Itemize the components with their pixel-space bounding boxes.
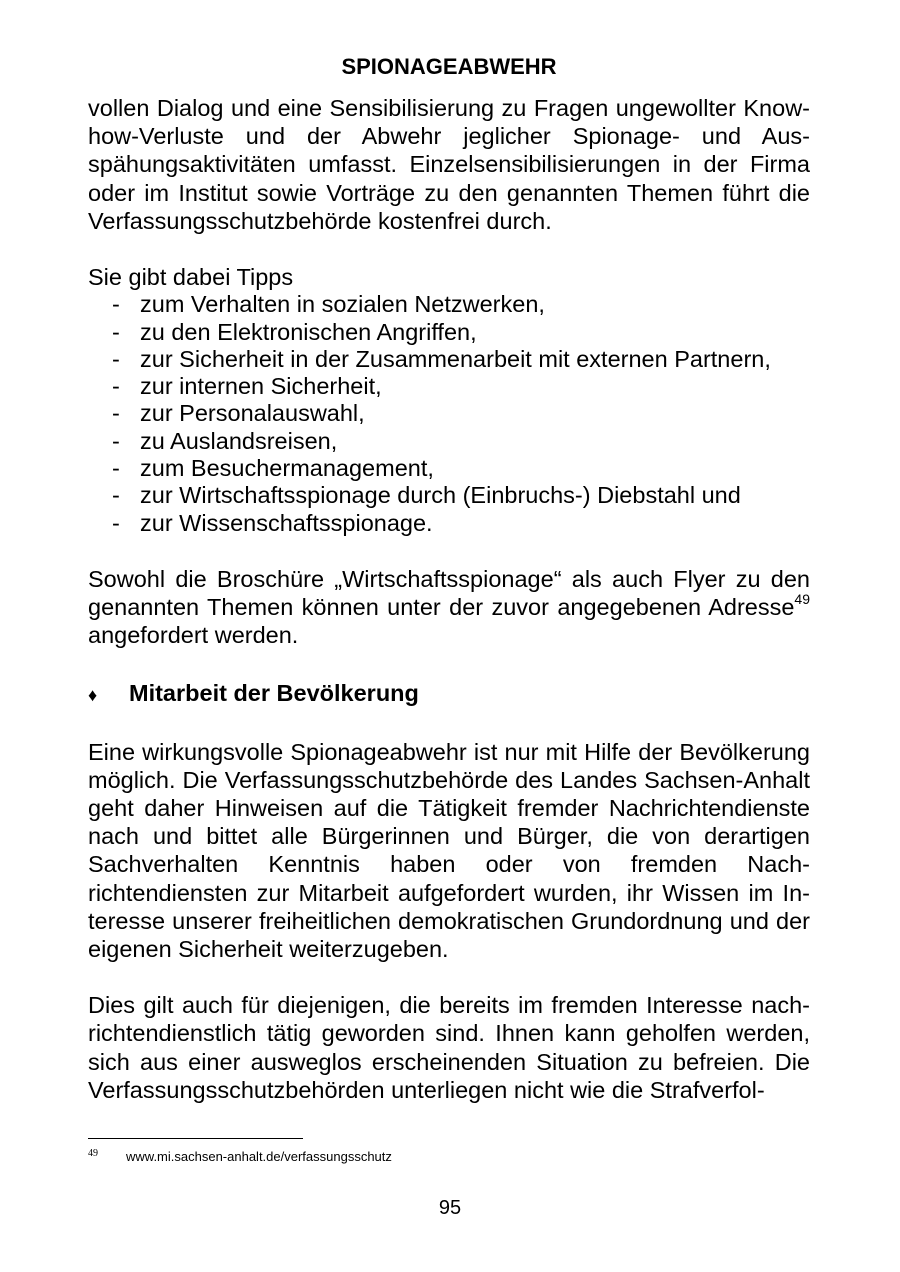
section-heading-text: Mitarbeit der Bevölkerung <box>129 679 419 706</box>
paragraph-gap <box>88 710 810 738</box>
list-item <box>88 346 810 373</box>
running-header: SPIONAGEABWEHR <box>341 54 557 79</box>
paragraph-cooperation: Eine wirkungsvolle Spionageabwehr ist nur mit Hilfe der Bevölkerung möglich. Die Verfassungsschutzbehörde des Landes Sachsen-Anhalt geht daher Hinweisen auf die Tätigkeit fremder Nachrichtendienste nach und bittet alle Bürgerinnen und Bürger, die von derartigen Sachverhalten Kenntnis haben oder von fremden Nachrichtendiensten zur Mitarbeit aufgefordert wurden, ihr Wissen im Interesse unserer freiheitlichen demokratischen Grundordnung und der eigenen Sicherheit weiterzugeben. <box>88 738 810 962</box>
tips-list <box>88 291 810 537</box>
footnote-link[interactable]: www.mi.sachsen-anhalt.de/verfassungsschutz <box>126 1149 392 1164</box>
list-item <box>88 373 810 400</box>
paragraph-gap <box>88 537 810 565</box>
list-item <box>88 428 810 455</box>
paragraph-gap <box>88 650 810 678</box>
dash-bullet: - <box>112 455 120 481</box>
list-item-text: zur Wirtschaftsspionage durch (Einbruchs-) Diebstahl und <box>140 482 741 509</box>
footnote-reference[interactable]: 49 <box>794 591 810 608</box>
list-item-text: zum Verhalten in sozialen Netzwerken, <box>140 291 545 318</box>
section-heading <box>88 678 810 710</box>
tips-intro: Sie gibt dabei Tipps <box>88 264 294 291</box>
list-item-text: zur Sicherheit in der Zusammenarbeit mit externen Partnern, <box>140 345 771 372</box>
list-item-text: zu Auslandsreisen, <box>140 427 338 454</box>
list-item <box>88 291 810 318</box>
dash-bullet: - <box>112 291 120 318</box>
diamond-bullet-icon: ♦ <box>88 684 98 705</box>
dash-bullet: - <box>112 427 120 454</box>
list-item-text: zur Wissenschaftsspionage. <box>140 509 433 536</box>
list-item-text: zu den Elektronischen Angriffen, <box>140 318 477 345</box>
paragraph-brochure <box>88 565 810 650</box>
list-item-text: zum Besuchermanagement, <box>140 455 434 481</box>
list-item-text: zur internen Sicherheit, <box>140 373 382 400</box>
page-content <box>88 52 810 1104</box>
list-item-text: zur Personalauswahl, <box>140 400 365 427</box>
dash-bullet: - <box>112 373 120 400</box>
brochure-text: Sowohl die Broschüre „Wirtschaftsspionage“ als auch Flyer zu den genannten Themen können unter der zuvor angegebenen Adresse <box>88 565 810 621</box>
list-item <box>88 455 810 482</box>
dash-bullet: - <box>112 345 120 372</box>
list-item <box>88 482 810 509</box>
footnote-divider <box>88 1138 303 1139</box>
paragraph-help: Dies gilt auch für diejenigen, die bereits im fremden Interesse nachrichtendienstlich tätig geworden sind. Ihnen kann geholfen werden, sich aus einer ausweglos erscheinenden Situation zu befreien. Die Verfassungsschutzbehörden unterliegen nicht wie die Strafverfol- <box>88 992 810 1103</box>
footnote <box>88 1148 810 1168</box>
paragraph-gap <box>88 963 810 991</box>
list-item <box>88 319 810 346</box>
paragraph-gap <box>88 235 810 263</box>
footnote-number: 49 <box>88 1148 98 1159</box>
dash-bullet: - <box>112 318 120 345</box>
brochure-text-end: angefordert werden. <box>88 622 299 649</box>
dash-bullet: - <box>112 400 120 427</box>
list-item <box>88 510 810 537</box>
list-item <box>88 400 810 427</box>
page-number: 95 <box>438 1197 462 1219</box>
dash-bullet: - <box>112 509 120 536</box>
paragraph-dialog: vollen Dialog und eine Sensibilisierung zu Fragen ungewollter Know-how-Verluste und der Abwehr jeglicher Spionage- und Ausspähungsaktivitäten umfasst. Einzelsensibilisierungen in der Firma oder im Institut sowie Vorträge zu den genannten Themen führt die Verfassungsschutzbehörde kostenfrei durch. <box>88 95 810 234</box>
dash-bullet: - <box>112 482 120 509</box>
